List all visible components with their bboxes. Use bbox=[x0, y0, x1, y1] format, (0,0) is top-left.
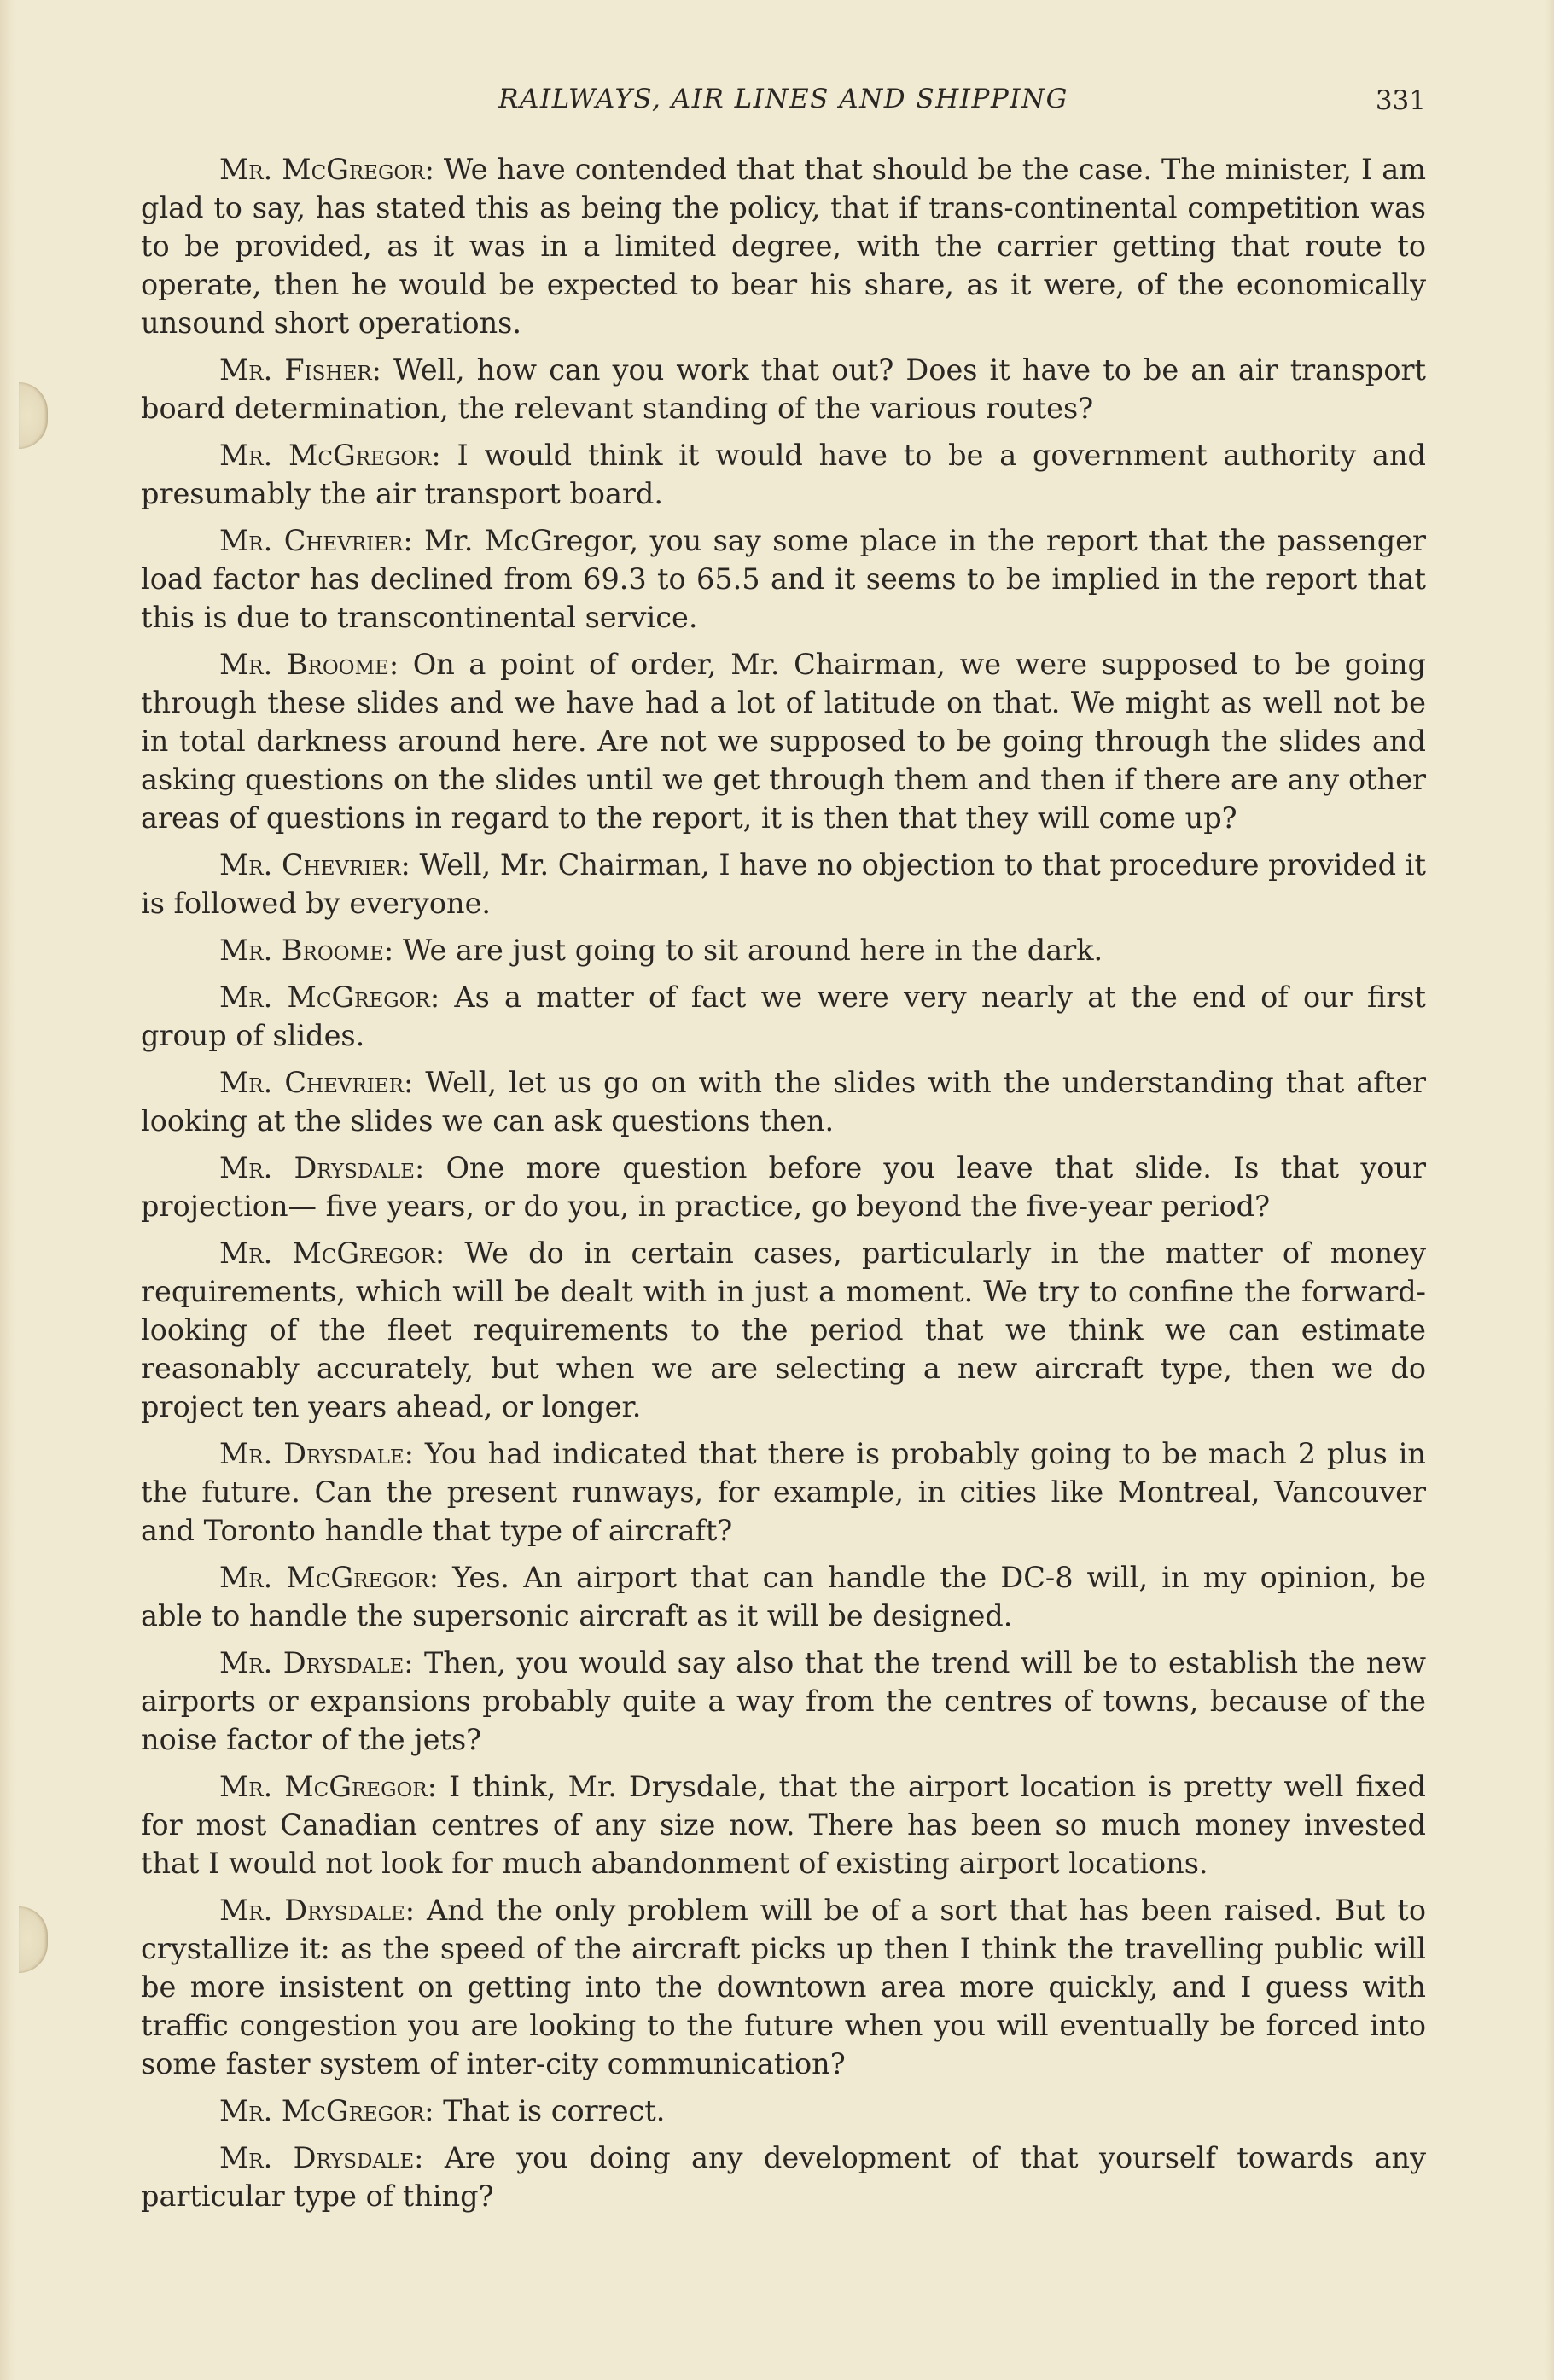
paragraph bbox=[141, 978, 1426, 1055]
paragraph bbox=[141, 1063, 1426, 1140]
paragraph bbox=[141, 1434, 1426, 1550]
speaker-name: Mr. Broome: bbox=[219, 934, 394, 967]
paragraph-text: As a matter of fact we were very nearly at the end of our first group of slides. bbox=[141, 981, 1426, 1052]
paragraph bbox=[141, 1644, 1426, 1759]
paragraph-text: Well, how can you work that out? Does it have to be an air transport board determination, the relevant standing of the various routes? bbox=[141, 353, 1427, 425]
binder-hole-lower bbox=[19, 1906, 48, 1973]
speaker-name: Mr. McGregor: bbox=[219, 1237, 445, 1270]
paragraph-text: And the only problem will be of a sort that has been raised. But to crystallize it: as the speed of the aircraft picks up then I think the travelling public will be more insistent on getting into the downtown area more quickly, and I guess with traffic congestion you are looking to the future when you will eventually be forced into some faster system of inter-city communication? bbox=[141, 1894, 1426, 2080]
paragraph-text: I think, Mr. Drysdale, that the airport location is pretty well fixed for most Canadian centres of any size now. There has been so much money invested that I would not look for much abandonment of existing airport locations. bbox=[141, 1770, 1426, 1880]
speaker-name: Mr. McGregor: bbox=[219, 153, 434, 186]
paragraph-text: One more question before you leave that slide. Is that your projection— five years, or do you, in practice, go beyond the five-year period? bbox=[141, 1151, 1426, 1223]
speaker-name: Mr. Drysdale: bbox=[219, 1646, 414, 1679]
speaker-name: Mr. Chevrier: bbox=[219, 524, 413, 557]
paragraph bbox=[141, 1891, 1426, 2083]
speaker-name: Mr. Drysdale: bbox=[219, 1437, 414, 1470]
page-edge-left bbox=[0, 0, 15, 2380]
paragraph-text: We do in certain cases, particularly in the matter of money requirements, which will be dealt with in just a moment. We try to confine the forward-looking of the fleet requirements to the period that we think we can estimate reasonably accurately, but when we are selecting a new aircraft type, then we do project ten years ahead, or longer. bbox=[141, 1237, 1426, 1423]
paragraph-text: Well, Mr. Chairman, I have no objection to that procedure provided it is followed by everyone. bbox=[141, 848, 1426, 920]
paragraph bbox=[141, 2092, 1426, 2130]
paragraph bbox=[141, 1149, 1426, 1225]
paragraph-text: Are you doing any development of that yourself towards any particular type of thing? bbox=[141, 2141, 1426, 2213]
paragraph-text: That is correct. bbox=[434, 2094, 666, 2127]
speaker-name: Mr. Drysdale: bbox=[219, 1894, 416, 1927]
paragraph-text: We have contended that that should be the case. The minister, I am glad to say, has stated this as being the policy, that if trans-continental competition was to be provided, as it was in a limited degree, with the carrier getting that route to operate, then he would be expected to bear his share, as it were, of the economically unsound short operations. bbox=[141, 153, 1426, 340]
paragraph bbox=[141, 931, 1426, 969]
paragraph bbox=[141, 150, 1426, 342]
speaker-name: Mr. Broome: bbox=[219, 648, 399, 681]
speaker-name: Mr. McGregor: bbox=[219, 439, 441, 472]
paragraph bbox=[141, 1767, 1426, 1882]
speaker-name: Mr. McGregor: bbox=[219, 1561, 439, 1594]
paragraph-text: On a point of order, Mr. Chairman, we were supposed to be going through these slides and we have had a lot of latitude on that. We might as well not be in total darkness around here. Are not we supposed to be going through the slides and asking questions on the slides until we get through them and then if there are any other areas of questions in regard to the report, it is then that they will come up? bbox=[141, 648, 1426, 835]
paragraph bbox=[141, 1558, 1426, 1635]
paragraph-text: Mr. McGregor, you say some place in the report that the passenger load factor has declined from 69.3 to 65.5 and it seems to be implied in the report that this is due to transcontinental service. bbox=[141, 524, 1427, 634]
paragraph-text: Yes. An airport that can handle the DC-8 will, in my opinion, be able to handle the supersonic aircraft as it will be designed. bbox=[141, 1561, 1426, 1632]
paragraph bbox=[141, 846, 1426, 922]
speaker-name: Mr. McGregor: bbox=[219, 981, 440, 1014]
page-number: 331 bbox=[1375, 85, 1426, 116]
paragraph-text: Well, let us go on with the slides with the understanding that after looking at the slides we can ask questions then. bbox=[141, 1066, 1426, 1138]
paragraph-text: You had indicated that there is probably going to be mach 2 plus in the future. Can the present runways, for example, in cities like Montreal, Vancouver and Toronto handle that type of aircraft? bbox=[141, 1437, 1426, 1547]
paragraph bbox=[141, 521, 1426, 637]
paragraph bbox=[141, 645, 1426, 837]
speaker-name: Mr. Drysdale: bbox=[219, 1151, 425, 1184]
binder-hole-upper bbox=[19, 382, 48, 449]
speaker-name: Mr. McGregor: bbox=[219, 2094, 434, 2127]
paragraph-text: We are just going to sit around here in the dark. bbox=[393, 934, 1103, 967]
paragraph bbox=[141, 2139, 1426, 2215]
paragraph-text: Then, you would say also that the trend will be to establish the new airports or expansions probably quite a way from the centres of towns, because of the noise factor of the jets? bbox=[141, 1646, 1426, 1756]
paragraph bbox=[141, 436, 1426, 513]
speaker-name: Mr. McGregor: bbox=[219, 1770, 437, 1803]
paragraph bbox=[141, 1234, 1426, 1426]
page-header bbox=[141, 84, 1426, 126]
speaker-name: Mr. Chevrier: bbox=[219, 848, 410, 882]
speaker-name: Mr. Fisher: bbox=[219, 353, 381, 387]
paragraph-text: I would think it would have to be a government authority and presumably the air transport board. bbox=[141, 439, 1426, 510]
speaker-name: Mr. Chevrier: bbox=[219, 1066, 414, 1099]
paragraph bbox=[141, 351, 1426, 428]
transcript-body bbox=[141, 150, 1426, 2224]
page-edge-right bbox=[1545, 0, 1554, 2380]
running-head: RAILWAYS, AIR LINES AND SHIPPING bbox=[498, 84, 1068, 114]
speaker-name: Mr. Drysdale: bbox=[219, 2141, 424, 2174]
